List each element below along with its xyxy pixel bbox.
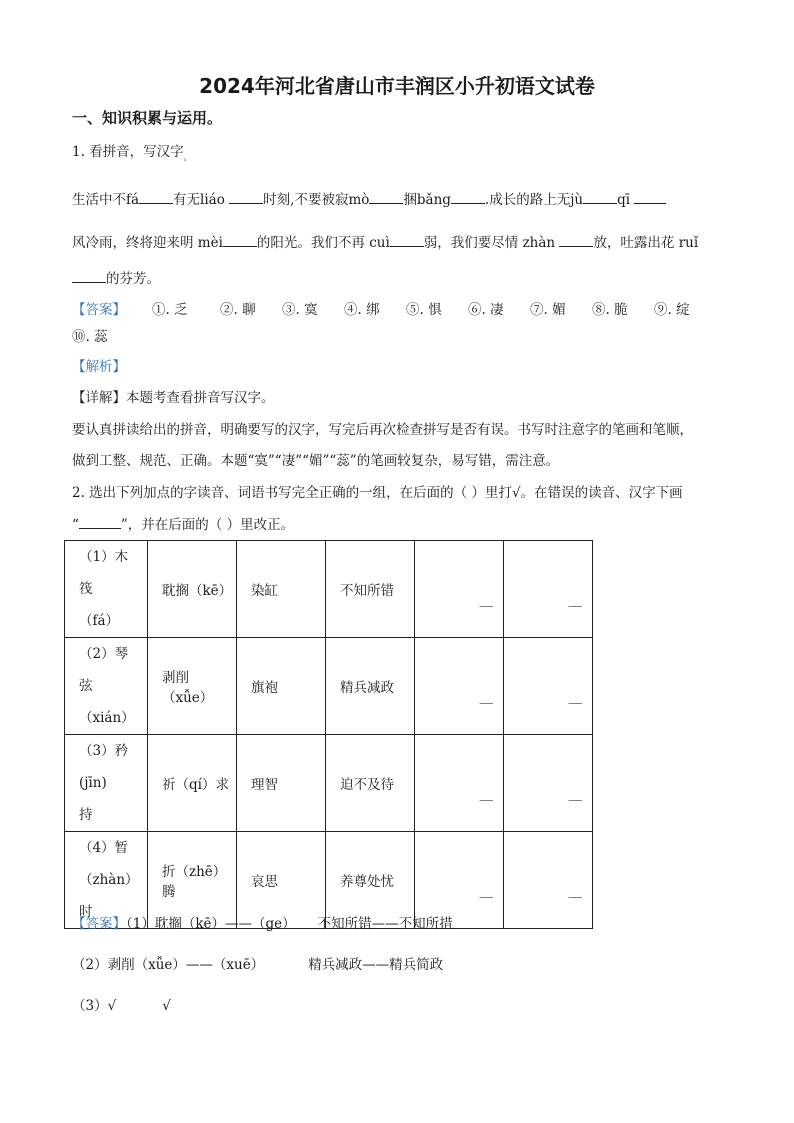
q1-label: 1. 看拼音，写汉字$_。$	[72, 144, 192, 162]
answer-tag: 【答案】	[72, 916, 126, 932]
q1-answers: 【答案】 ①. 乏 ②. 聊 ③. 寞 ④. 绑 ⑤. 惧 ⑥. 凄 ⑦. 媚 ⑧. 脆 ⑨. 绽	[72, 298, 732, 318]
table-row: （2）琴弦 （xián） 剥削（xǚe） 旗袍 精兵减政 ＿ ＿	[65, 638, 593, 735]
q2-answer-3: （3）√ √	[72, 998, 171, 1014]
q2-label-2: “ ”，并在后面的（ ）里改正。	[72, 517, 295, 533]
table-row: （4）暂 （zhàn）时 折（zhē）腾 哀思 养尊处忧 ＿ ＿	[65, 832, 593, 929]
section-heading: 一、知识积累与运用。	[72, 109, 223, 127]
q2-table	[64, 540, 593, 929]
table-row: （3）矜(jīn) 持 祈（qí）求 理智 迫不及待 ＿ ＿	[65, 735, 593, 832]
answer-last: ⑩. 蕊	[72, 329, 108, 345]
explain-line-1: 要认真拼读给出的拼音，明确要写的汉字，写完后再次检查拼写是否有误。书写时注意字的笔画和笔顺，	[72, 422, 693, 438]
q1-line3: 的芬芳。	[72, 268, 160, 287]
q1-line1: 生活中不fá 有无liáo 时刻,不要被寂mò 捆bǎng .成长的路上无jù qī	[72, 189, 666, 208]
explain-line-2: 做到工整、规范、正确。本题“寞”“凄”“媚”“蕊”的笔画较复杂，易写错，需注意。	[72, 453, 560, 469]
q2-answer-1: 【答案】（1）耽搁（kē）——（ge） 不知所错——不知所措	[72, 916, 453, 932]
table-row: （1）木筏 （fá） 耽搁（kē） 染缸 不知所错 ＿ ＿	[65, 541, 593, 638]
detail-text: 【详解】本题考查看拼音写汉字。	[72, 390, 275, 406]
analysis-tag: 【解析】	[72, 359, 126, 375]
q2-label-1: 2. 选出下列加点的字读音、词语书写完全正确的一组，在后面的（ ）里打√。在错误的读音、汉字下画	[72, 485, 683, 501]
q1-line2: 风冷雨，终将迎来明 mèi 的阳光。我们不再 cuì 弱，我们要尽情 zhàn 放，吐露出花 ruǐ	[72, 232, 698, 251]
page-title: 2024年河北省唐山市丰润区小升初语文试卷	[199, 74, 595, 98]
answer-tag: 【答案】	[72, 302, 126, 318]
q2-answer-2: （2）剥削（xǚe）——（xuē） 精兵减政——精兵简政	[72, 957, 444, 973]
